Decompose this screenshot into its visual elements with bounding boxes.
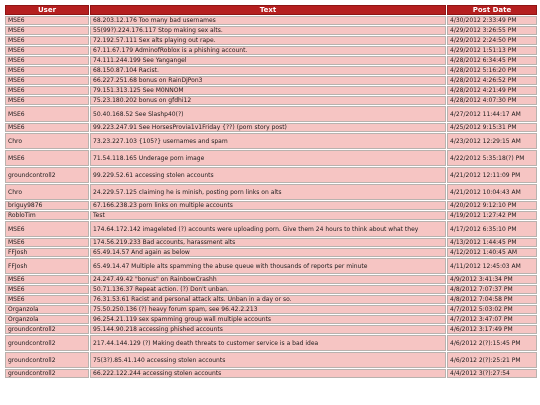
table-row <box>5 352 537 368</box>
table-row <box>5 248 537 257</box>
cell-post-date: 4/21/2012 12:11:09 PM <box>447 167 537 183</box>
table-row <box>5 150 537 166</box>
cell-post-date: 4/23/2012 12:29:15 AM <box>447 133 537 149</box>
table-row <box>5 167 537 183</box>
cell-user: MSE6 <box>5 56 89 65</box>
cell-post-date: 4/27/2012 11:44:17 AM <box>447 106 537 122</box>
cell-post-date: 4/22/2012 5:35:18(?) PM <box>447 150 537 166</box>
table-row <box>5 184 537 200</box>
table-row <box>5 315 537 324</box>
table-row <box>5 285 537 294</box>
cell-post-date: 4/28/2012 6:34:45 PM <box>447 56 537 65</box>
cell-text: 75.50.250.136 (?) heavy forum spam, see 96.42.2.213 <box>90 305 446 314</box>
cell-text: 99.229.52.61 accessing stolen accounts <box>90 167 446 183</box>
cell-user: MSE6 <box>5 36 89 45</box>
table-row <box>5 106 537 122</box>
cell-text: 74.111.244.199 See Yangangel <box>90 56 446 65</box>
cell-user: briguy9876 <box>5 201 89 210</box>
cell-post-date: 4/20/2012 9:12:10 PM <box>447 201 537 210</box>
cell-post-date: 4/29/2012 1:51:13 PM <box>447 46 537 55</box>
table-row <box>5 295 537 304</box>
cell-post-date: 4/11/2012 12:45:03 AM <box>447 258 537 274</box>
cell-post-date: 4/7/2012 3:47:07 PM <box>447 315 537 324</box>
table-row <box>5 325 537 334</box>
cell-post-date: 4/4/2012 3(?):27:54 <box>447 369 537 378</box>
cell-user: groundcontroll2 <box>5 325 89 334</box>
cell-user: groundcontroll2 <box>5 335 89 351</box>
column-header-text[interactable]: Text <box>90 5 446 15</box>
table-row <box>5 66 537 75</box>
cell-post-date: 4/21/2012 10:04:43 AM <box>447 184 537 200</box>
cell-user: groundcontroll2 <box>5 167 89 183</box>
cell-post-date: 4/19/2012 1:27:42 PM <box>447 211 537 220</box>
cell-post-date: 4/25/2012 9:15:31 PM <box>447 123 537 132</box>
cell-text: 55(99?).224.176.117 Stop making sex alts. <box>90 26 446 35</box>
table-row <box>5 26 537 35</box>
cell-text: 217.44.144.129 (?) Making death threats to customer service is a bad idea <box>90 335 446 351</box>
cell-user: MSE6 <box>5 46 89 55</box>
cell-post-date: 4/28/2012 4:07:30 PM <box>447 96 537 105</box>
table-row <box>5 221 537 237</box>
cell-post-date: 4/12/2012 1:40:45 AM <box>447 248 537 257</box>
cell-post-date: 4/29/2012 2:24:50 PM <box>447 36 537 45</box>
ban-log-container <box>4 4 536 379</box>
cell-user: MSE6 <box>5 66 89 75</box>
cell-post-date: 4/29/2012 3:26:55 PM <box>447 26 537 35</box>
cell-text: 50.40.168.52 See Slashp40(?) <box>90 106 446 122</box>
table-row <box>5 275 537 284</box>
cell-user: Chro <box>5 133 89 149</box>
cell-text: Test <box>90 211 446 220</box>
cell-text: 67.11.67.179 AdminofRoblox is a phishing account. <box>90 46 446 55</box>
cell-post-date: 4/8/2012 7:07:37 PM <box>447 285 537 294</box>
cell-user: MSE6 <box>5 295 89 304</box>
cell-text: 66.222.122.244 accessing stolen accounts <box>90 369 446 378</box>
cell-user: MSE6 <box>5 76 89 85</box>
column-header-user[interactable]: User <box>5 5 89 15</box>
cell-user: groundcontroll2 <box>5 369 89 378</box>
cell-user: MSE6 <box>5 26 89 35</box>
cell-post-date: 4/9/2012 3:41:34 PM <box>447 275 537 284</box>
cell-post-date: 4/17/2012 6:35:10 PM <box>447 221 537 237</box>
cell-user: MSE6 <box>5 123 89 132</box>
table-row <box>5 86 537 95</box>
cell-user: MSE6 <box>5 96 89 105</box>
cell-text: 76.31.53.61 Racist and personal attack alts. Unban in a day or so. <box>90 295 446 304</box>
cell-post-date: 4/28/2012 4:21:49 PM <box>447 86 537 95</box>
cell-user: MSE6 <box>5 86 89 95</box>
cell-text: 99.223.247.91 See HorsesProvia1v1Friday {??) (porn story post) <box>90 123 446 132</box>
table-row <box>5 201 537 210</box>
cell-text: 71.54.118.165 Underage porn image <box>90 150 446 166</box>
table-row <box>5 96 537 105</box>
cell-text: 24.229.57.125 claiming he is minish, posting porn links on alts <box>90 184 446 200</box>
cell-text: 50.71.136.37 Repeat action. (?) Don't unban. <box>90 285 446 294</box>
cell-user: MSE6 <box>5 238 89 247</box>
cell-post-date: 4/8/2012 7:04:58 PM <box>447 295 537 304</box>
cell-text: 66.227.251.68 bonus on RainDjPon3 <box>90 76 446 85</box>
table-row <box>5 238 537 247</box>
cell-text: 75(3?).85.41.140 accessing stolen accounts <box>90 352 446 368</box>
cell-user: Organzola <box>5 305 89 314</box>
cell-user: groundcontroll2 <box>5 352 89 368</box>
table-row <box>5 16 537 25</box>
cell-post-date: 4/7/2012 5:03:02 PM <box>447 305 537 314</box>
cell-post-date: 4/6/2012 3:17:49 PM <box>447 325 537 334</box>
cell-text: 24.247.49.42 "bonus" on RainbowCrashh <box>90 275 446 284</box>
table-body <box>5 16 537 378</box>
table-row <box>5 335 537 351</box>
ban-log-table <box>4 4 538 379</box>
table-row <box>5 46 537 55</box>
table-row <box>5 133 537 149</box>
cell-user: MSE6 <box>5 221 89 237</box>
cell-text: 96.254.21.119 sex spamming group wall multiple accounts <box>90 315 446 324</box>
cell-text: 95.144.90.218 accessing phished accounts <box>90 325 446 334</box>
cell-post-date: 4/30/2012 2:33:49 PM <box>447 16 537 25</box>
cell-user: FFJosh <box>5 248 89 257</box>
cell-user: FFJosh <box>5 258 89 274</box>
cell-text: 72.192.57.111 Sex alts playing out rape. <box>90 36 446 45</box>
cell-user: MSE6 <box>5 16 89 25</box>
cell-post-date: 4/28/2012 4:26:52 PM <box>447 76 537 85</box>
cell-text: 73.23.227.103 {105?} usernames and spam <box>90 133 446 149</box>
cell-user: MSE6 <box>5 106 89 122</box>
cell-user: Chro <box>5 184 89 200</box>
cell-post-date: 4/6/2012 2(?):15:45 PM <box>447 335 537 351</box>
table-row <box>5 305 537 314</box>
cell-user: RobloTim <box>5 211 89 220</box>
cell-user: MSE6 <box>5 275 89 284</box>
cell-user: Organzola <box>5 315 89 324</box>
cell-text: 174.56.219.233 Bad accounts, harassment alts <box>90 238 446 247</box>
table-row <box>5 123 537 132</box>
cell-post-date: 4/28/2012 5:16:20 PM <box>447 66 537 75</box>
cell-text: 67.166.238.23 porn links on multiple accounts <box>90 201 446 210</box>
table-row <box>5 56 537 65</box>
cell-text: 68.150.87.104 Racist. <box>90 66 446 75</box>
cell-text: 65.49.14.47 Multiple alts spamming the abuse queue with thousands of reports per minute <box>90 258 446 274</box>
cell-text: 174.64.172.142 imageleted (?) accounts were uploading porn. Give them 24 hours to think about what they <box>90 221 446 237</box>
cell-post-date: 4/13/2012 1:44:45 PM <box>447 238 537 247</box>
table-row <box>5 36 537 45</box>
cell-text: 75.23.180.202 bonus on gfdhi12 <box>90 96 446 105</box>
table-row <box>5 211 537 220</box>
table-header-row <box>5 5 537 15</box>
cell-text: 65.49.14.57 And again as below <box>90 248 446 257</box>
cell-text: 79.151.313.125 See M0NNOM <box>90 86 446 95</box>
column-header-post-date[interactable]: Post Date <box>447 5 537 15</box>
cell-post-date: 4/6/2012 2(?):25:21 PM <box>447 352 537 368</box>
cell-user: MSE6 <box>5 285 89 294</box>
cell-user: MSE6 <box>5 150 89 166</box>
table-row <box>5 369 537 378</box>
table-row <box>5 76 537 85</box>
cell-text: 68.203.12.176 Too many bad usernames <box>90 16 446 25</box>
table-row <box>5 258 537 274</box>
